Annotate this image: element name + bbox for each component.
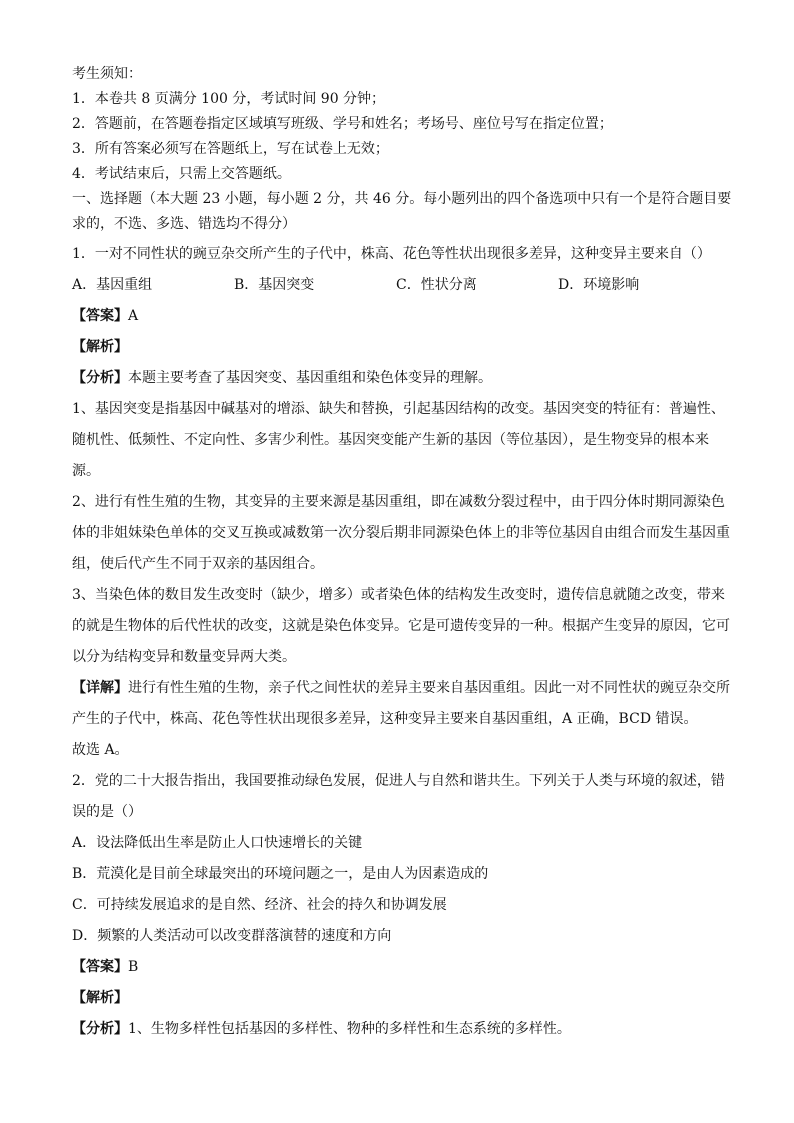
analysis-text: 3、当染色体的数目发生改变时（缺少，增多）或者染色体的结构发生改变时，遗传信息就随之改变，带来的就是生物体的后代性状的改变，这就是染色体变异。它是可遗传变异的一种。根据产生变异的原因，它可以分为结构变异和数量变异两大类。 <box>72 587 730 665</box>
option-b: B．基因突变 <box>234 277 315 293</box>
question-2-answer <box>72 952 732 983</box>
detail-text: 进行有性生殖的生物，亲子代之间性状的差异主要来自基因重组。因此一对不同性状的豌豆杂交所产生的子代中，株高、花色等性状出现很多差异，这种变异主要来自基因重组，A 正确，BCD 错误。 <box>72 680 730 727</box>
answer-value: A <box>128 308 139 324</box>
analysis-label: 【解析】 <box>72 339 128 355</box>
fenxi-text: 本题主要考查了基因突变、基因重组和染色体变异的理解。 <box>128 370 492 386</box>
section-header-line1: 一、选择题（本大题 23 小题，每小题 2 分，共 46 分。每小题列出的四个备选项中只有一个是符合题目要 <box>72 191 732 207</box>
question-2-stem: 2．党的二十大报告指出，我国要推动绿色发展，促进人与自然和谐共生。下列关于人类与环境的叙述，错误的是（） <box>72 773 725 820</box>
notice-title: 考生须知： <box>72 66 142 82</box>
fenxi-label: 【分析】 <box>72 370 128 386</box>
option-d: D．频繁的人类活动可以改变群落演替的速度和方向 <box>72 928 392 944</box>
analysis-label: 【解析】 <box>72 990 128 1006</box>
option-a: A．设法降低出生率是防止人口快速增长的关键 <box>72 835 363 851</box>
option-b: B．荒漠化是目前全球最突出的环境问题之一，是由人为因素造成的 <box>72 866 489 882</box>
fenxi-text: 1、生物多样性包括基因的多样性、物种的多样性和生态系统的多样性。 <box>128 1021 571 1037</box>
analysis-text: 1、基因突变是指基因中碱基对的增添、缺失和替换，引起基因结构的改变。基因突变的特征有：普遍性、随机性、低频性、不定向性、多害少利性。基因突变能产生新的基因（等位基因），是生物变异的根本来源。 <box>72 401 725 479</box>
option-d: D．环境影响 <box>558 277 640 293</box>
option-c: C．可持续发展追求的是自然、经济、社会的持久和协调发展 <box>72 897 447 913</box>
answer-label: 【答案】 <box>72 308 128 324</box>
answer-label: 【答案】 <box>72 959 128 975</box>
question-1-options <box>72 270 732 301</box>
notice-item: 3．所有答案必须写在答题纸上，写在试卷上无效； <box>72 141 389 157</box>
analysis-paragraph-3 <box>72 580 732 673</box>
notice-item: 2．答题前，在答题卷指定区域填写班级、学号和姓名；考场号、座位号写在指定位置； <box>72 116 613 132</box>
option-c: C．性状分离 <box>396 277 477 293</box>
document-page <box>72 62 732 1045</box>
conclusion: 故选 A。 <box>72 742 129 758</box>
notice-item: 1．本卷共 8 页满分 100 分，考试时间 90 分钟； <box>72 91 386 107</box>
fenxi-label: 【分析】 <box>72 1021 128 1037</box>
analysis-text: 2、进行有性生殖的生物，其变异的主要来源是基因重组，即在减数分裂过程中，由于四分体时期同源染色体的非姐妹染色单体的交叉互换或减数第一次分裂后期非同源染色体上的非等位基因自由组合而发生基因重组，使后代产生不同于双亲的基因组合。 <box>72 494 730 572</box>
section-header-line2: 求的，不选、多选、错选均不得分） <box>72 216 296 232</box>
fenxi-paragraph <box>72 363 732 394</box>
option-a: A．基因重组 <box>72 277 153 293</box>
analysis-paragraph-2 <box>72 487 732 580</box>
detail-label: 【详解】 <box>72 680 128 696</box>
fenxi-paragraph <box>72 1014 732 1045</box>
detail-paragraph <box>72 673 732 735</box>
question-1-stem: 1．一对不同性状的豌豆杂交所产生的子代中，株高、花色等性状出现很多差异，这种变异主要来自（） <box>72 246 711 262</box>
analysis-paragraph-1 <box>72 394 732 487</box>
notice-item: 4．考试结束后，只需上交答题纸。 <box>72 166 291 182</box>
question-1-answer <box>72 301 732 332</box>
answer-value: B <box>128 959 139 975</box>
